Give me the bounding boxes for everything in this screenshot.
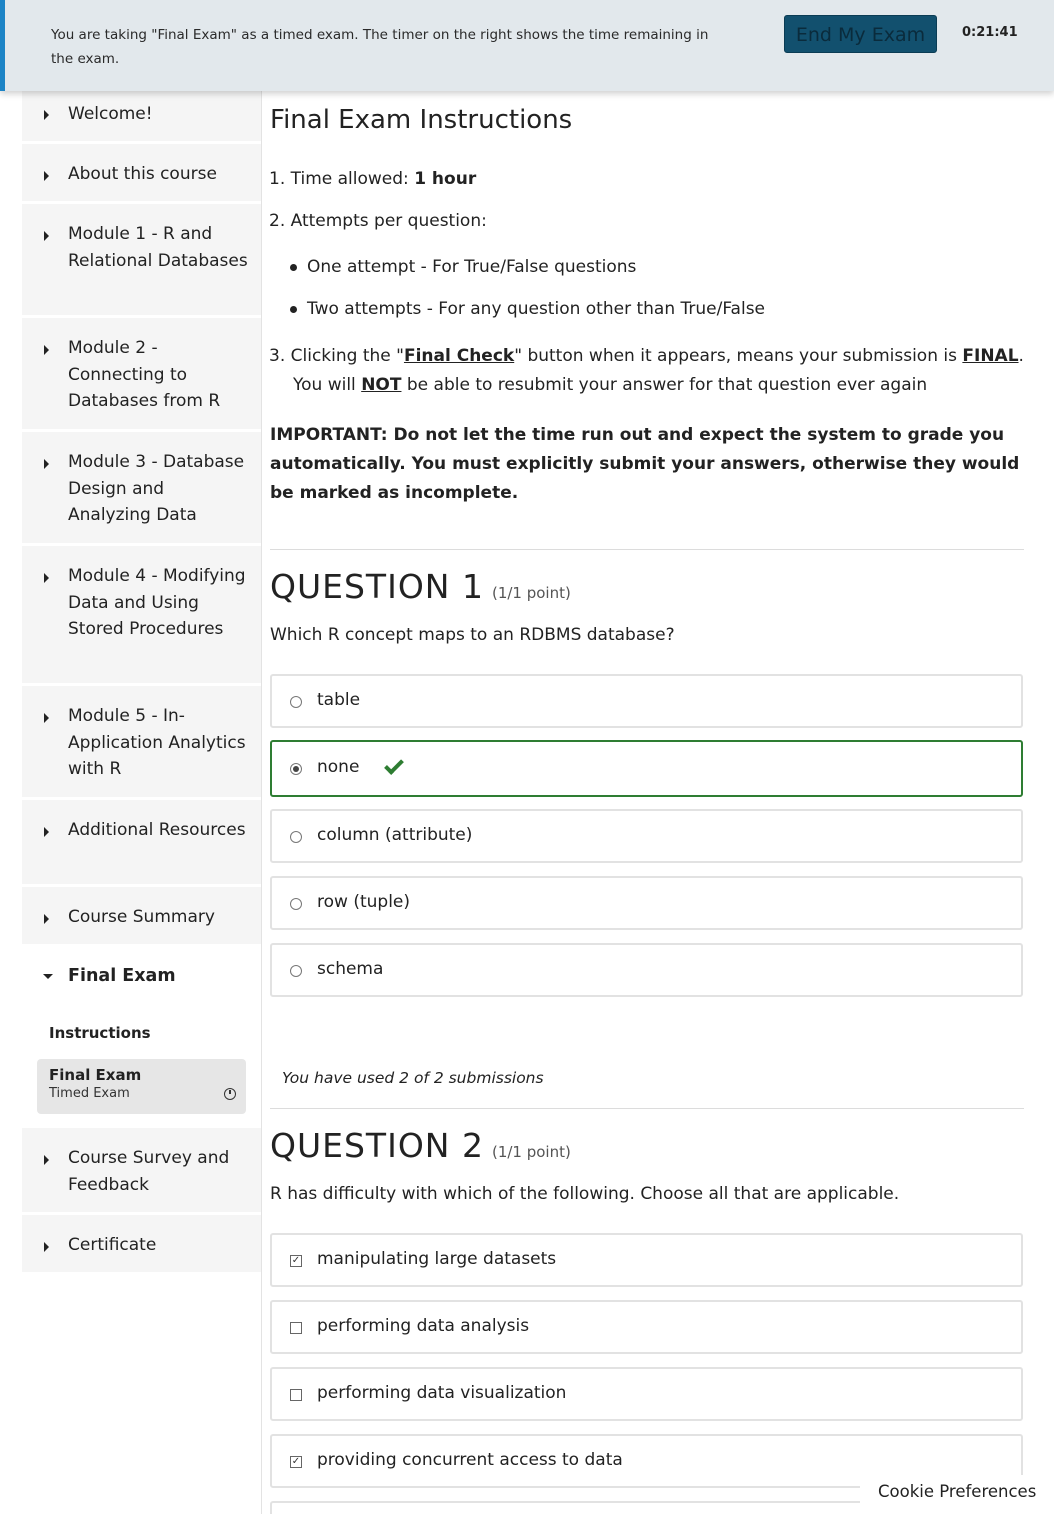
triangle-right-icon	[44, 231, 49, 241]
radio-button-selected[interactable]	[290, 763, 302, 775]
sidebar-item-label: Module 5 - In-Application Analytics with R	[68, 706, 246, 779]
sidebar-item-label: Course Survey and Feedback	[68, 1148, 230, 1195]
question-2-title	[270, 1126, 571, 1165]
sidebar-item-label: Additional Resources	[68, 820, 246, 840]
answer-option-selected[interactable]	[270, 740, 1023, 797]
final-term: FINAL	[962, 346, 1019, 366]
sidebar-item-module-4[interactable]	[22, 546, 262, 686]
triangle-right-icon	[44, 345, 49, 355]
sidebar-item-certificate[interactable]	[22, 1215, 262, 1275]
option-label: none	[317, 757, 360, 777]
bullet-text: Two attempts - For any question other than True/False	[307, 299, 766, 319]
question-title-text: QUESTION 1	[270, 567, 484, 606]
sidebar-divider	[261, 91, 262, 1514]
radio-button[interactable]	[290, 831, 302, 843]
subitem-subtitle: Timed Exam	[49, 1086, 130, 1101]
instruction-time	[269, 165, 476, 194]
bullet-item	[290, 253, 636, 282]
checkbox[interactable]	[290, 1389, 302, 1401]
option-label: schema	[317, 959, 384, 979]
question-1-title	[270, 567, 571, 606]
bullet-text: One attempt - For True/False questions	[307, 257, 637, 277]
sidebar-item-module-2[interactable]	[22, 318, 262, 432]
instruction-final-check	[269, 342, 1024, 371]
checkbox-checked[interactable]: ✓	[291, 1456, 301, 1467]
sidebar-item-additional-resources[interactable]	[22, 800, 262, 887]
radio-button[interactable]	[290, 898, 302, 910]
instruction-time-value: 1 hour	[414, 169, 477, 189]
sidebar-item-course-summary[interactable]	[22, 887, 262, 947]
instruction-resubmit	[293, 371, 927, 400]
option-label: table	[317, 690, 361, 710]
subitem-title: Final Exam	[49, 1066, 142, 1084]
answer-option[interactable]	[270, 1367, 1023, 1421]
radio-button[interactable]	[290, 696, 302, 708]
option-label: performing data analysis	[317, 1316, 530, 1336]
question-title-text: QUESTION 2	[270, 1126, 484, 1165]
answer-option[interactable]	[270, 876, 1023, 930]
important-notice: IMPORTANT: Do not let the time run out and expect the system to grade you automatically. You must explicitly submit your answers, otherwise they would be marked as incomplete.	[270, 425, 1020, 503]
radio-button[interactable]	[290, 965, 302, 977]
sidebar-subitem-instructions[interactable]: Instructions	[22, 1010, 262, 1056]
sidebar-item-label: Module 4 - Modifying Data and Using Stored Procedures	[68, 566, 246, 639]
instruction-text: 3. Clicking the "	[269, 346, 404, 366]
triangle-right-icon	[44, 573, 49, 583]
answer-option[interactable]	[270, 943, 1023, 997]
option-label: row (tuple)	[317, 892, 411, 912]
bullet-dot	[290, 306, 297, 313]
instruction-text: .	[1018, 346, 1024, 366]
triangle-down-icon	[43, 974, 53, 979]
timed-exam-banner	[0, 0, 1054, 91]
checkmark-icon	[384, 755, 404, 775]
checkbox[interactable]	[290, 1322, 302, 1334]
instruction-text: You will	[293, 375, 362, 395]
clock-icon	[224, 1088, 236, 1100]
bullet-dot	[290, 264, 297, 271]
submission-count: You have used 2 of 2 submissions	[282, 1069, 544, 1087]
sidebar-subitem-final-exam[interactable]	[37, 1059, 246, 1114]
sidebar-item-label: Welcome!	[68, 104, 153, 124]
answer-option[interactable]	[270, 1300, 1023, 1354]
instruction-time-label: 1. Time allowed:	[269, 169, 415, 189]
question-2-prompt: R has difficulty with which of the following. Choose all that are applicable.	[270, 1184, 900, 1204]
sidebar-item-label: About this course	[68, 164, 217, 184]
instruction-attempts: 2. Attempts per question:	[269, 211, 487, 231]
sidebar-item-label: Module 2 - Connecting to Databases from R	[68, 338, 221, 411]
not-term: NOT	[361, 375, 402, 395]
timed-exam-message: You are taking "Final Exam" as a timed exam. The timer on the right shows the time remaining in the exam.	[51, 27, 709, 67]
triangle-right-icon	[44, 459, 49, 469]
sidebar-item-about[interactable]	[22, 144, 262, 204]
bullet-item	[290, 295, 765, 324]
sidebar-item-label: Certificate	[68, 1235, 157, 1255]
section-divider	[270, 549, 1024, 550]
sidebar-item-module-1[interactable]	[22, 204, 262, 318]
option-label: column (attribute)	[317, 825, 473, 845]
end-my-exam-button[interactable]: End My Exam	[784, 15, 937, 53]
sidebar-item-welcome[interactable]	[22, 91, 262, 144]
triangle-right-icon	[44, 1155, 49, 1165]
triangle-right-icon	[44, 110, 49, 120]
final-check-term: Final Check	[403, 346, 515, 366]
question-1-prompt: Which R concept maps to an RDBMS database?	[270, 625, 675, 645]
answer-option[interactable]	[270, 674, 1023, 728]
answer-option[interactable]	[270, 1233, 1023, 1287]
option-label: manipulating large datasets	[317, 1249, 557, 1269]
course-sidebar	[22, 91, 262, 1275]
sidebar-item-label: Module 3 - Database Design and Analyzing Data	[68, 452, 245, 525]
sidebar-item-module-3[interactable]	[22, 432, 262, 546]
answer-option[interactable]	[270, 809, 1023, 863]
sidebar-subitem-wrap	[22, 1056, 262, 1128]
question-points: (1/1 point)	[491, 1143, 571, 1161]
cookie-preferences-link[interactable]: Cookie Preferences	[860, 1475, 1054, 1514]
option-label: performing data visualization	[317, 1383, 567, 1403]
sidebar-item-final-exam[interactable]	[22, 947, 262, 1010]
triangle-right-icon	[44, 171, 49, 181]
exam-timer: 0:21:41	[962, 25, 1018, 40]
option-label: providing concurrent access to data	[317, 1450, 623, 1470]
triangle-right-icon	[44, 1242, 49, 1252]
sidebar-item-label: Module 1 - R and Relational Databases	[68, 224, 248, 271]
checkbox-checked[interactable]: ✓	[291, 1255, 301, 1266]
sidebar-item-label: Course Summary	[68, 907, 215, 927]
triangle-right-icon	[44, 827, 49, 837]
question-points: (1/1 point)	[491, 584, 571, 602]
sidebar-item-label: Final Exam	[68, 966, 176, 986]
section-divider	[270, 1108, 1024, 1109]
triangle-right-icon	[44, 713, 49, 723]
triangle-right-icon	[44, 914, 49, 924]
sidebar-item-course-survey[interactable]	[22, 1128, 262, 1215]
instruction-text: be able to resubmit your answer for that question ever again	[401, 375, 928, 395]
instruction-text: " button when it appears, means your submission is	[514, 346, 963, 366]
page-title: Final Exam Instructions	[270, 105, 573, 135]
sidebar-item-module-5[interactable]	[22, 686, 262, 800]
